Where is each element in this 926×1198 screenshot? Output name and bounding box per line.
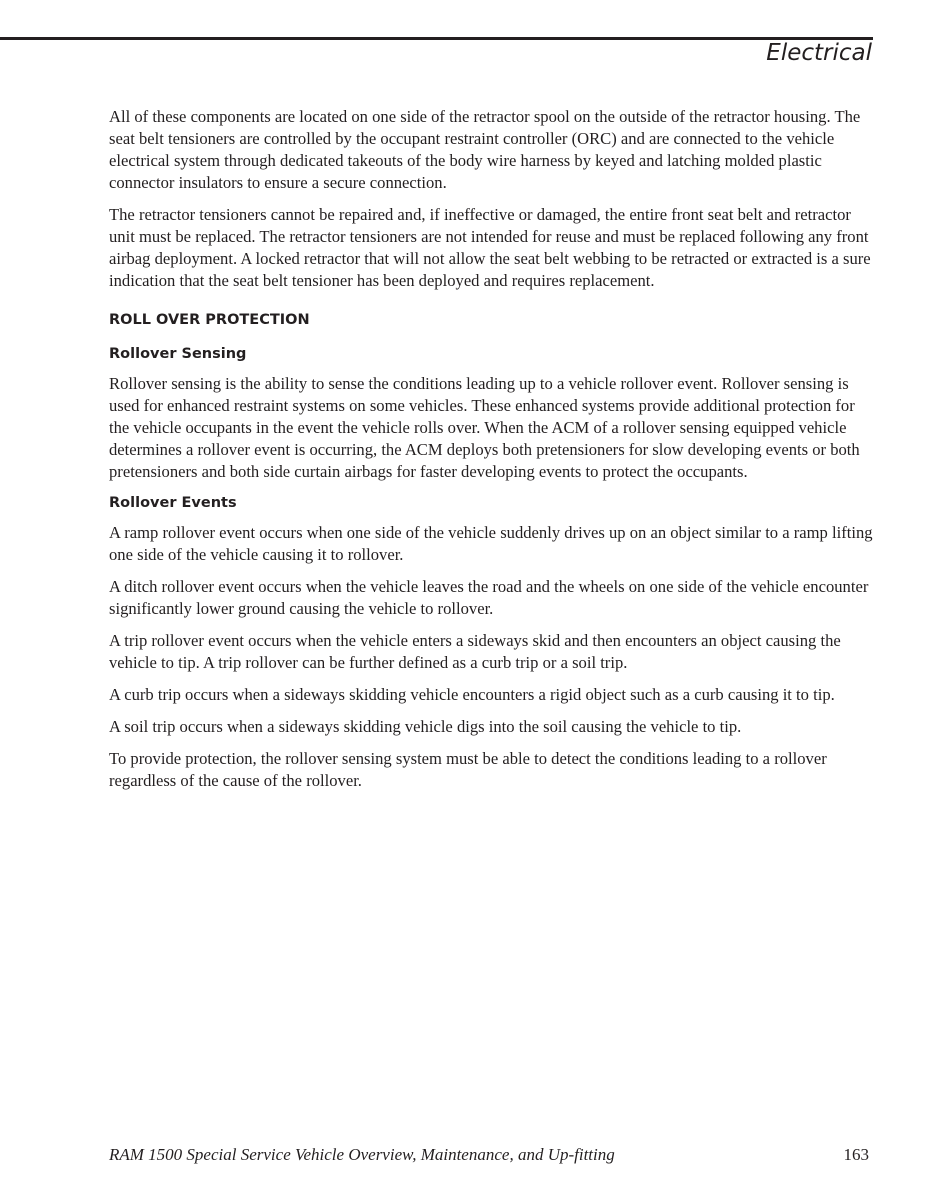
heading-rollover-events: Rollover Events bbox=[109, 495, 237, 511]
heading-rollover-sensing: Rollover Sensing bbox=[109, 346, 247, 362]
paragraph-ditch-rollover: A ditch rollover event occurs when the vehicle leaves the road and the wheels on one side of the vehicle encounter significantly lower ground causing the vehicle to rollover. bbox=[109, 577, 869, 618]
paragraph-curb-trip: A curb trip occurs when a sideways skidding vehicle encounters a rigid object such as a curb causing it to tip. bbox=[109, 685, 835, 704]
paragraph-ramp-rollover: A ramp rollover event occurs when one side of the vehicle suddenly drives up on an object similar to a ramp lifting one side of the vehicle causing it to rollover. bbox=[109, 523, 873, 564]
paragraph-rollover-sensing: Rollover sensing is the ability to sense the conditions leading up to a vehicle rollover event. Rollover sensing is used for enhanced restraint systems on some vehicles. These enhanced systems provide additional protection for the vehicle occupants in the event the vehicle rolls over. When the ACM of a rollover sensing equipped vehicle determines a rollover event is occurring, the ACM deploys both pretensioners for slow developing events or both pretensioners and both side curtain airbags for faster developing events to protect the occupants. bbox=[109, 374, 860, 481]
paragraph-protection: To provide protection, the rollover sensing system must be able to detect the conditions leading to a rollover regardless of the cause of the rollover. bbox=[109, 749, 827, 790]
section-title: Electrical bbox=[766, 40, 872, 66]
paragraph-soil-trip: A soil trip occurs when a sideways skidding vehicle digs into the soil causing the vehicle to tip. bbox=[109, 717, 742, 736]
paragraph-retractor-replacement: The retractor tensioners cannot be repaired and, if ineffective or damaged, the entire front seat belt and retractor unit must be replaced. The retractor tensioners are not intended for reuse and must be replaced following any front airbag deployment. A locked retractor that will not allow the seat belt webbing to be retracted or extracted is a sure indication that the seat belt tensioner has been deployed and requires replacement. bbox=[109, 205, 871, 290]
footer-document-title: RAM 1500 Special Service Vehicle Overview, Maintenance, and Up-fitting bbox=[109, 1145, 615, 1164]
page-number: 163 bbox=[843, 1145, 869, 1164]
header-rule bbox=[0, 37, 873, 40]
paragraph-trip-rollover: A trip rollover event occurs when the vehicle enters a sideways skid and then encounters an object causing the vehicle to tip. A trip rollover can be further defined as a curb trip or a soil trip. bbox=[109, 631, 841, 672]
heading-roll-over-protection: ROLL OVER PROTECTION bbox=[109, 312, 310, 328]
paragraph-retractor-components: All of these components are located on one side of the retractor spool on the outside of the retractor housing. The seat belt tensioners are controlled by the occupant restraint controller (ORC) and are connected to the vehicle electrical system through dedicated takeouts of the body wire harness by keyed and latching molded plastic connector insulators to ensure a secure connection. bbox=[109, 107, 861, 192]
page-content bbox=[109, 106, 873, 802]
